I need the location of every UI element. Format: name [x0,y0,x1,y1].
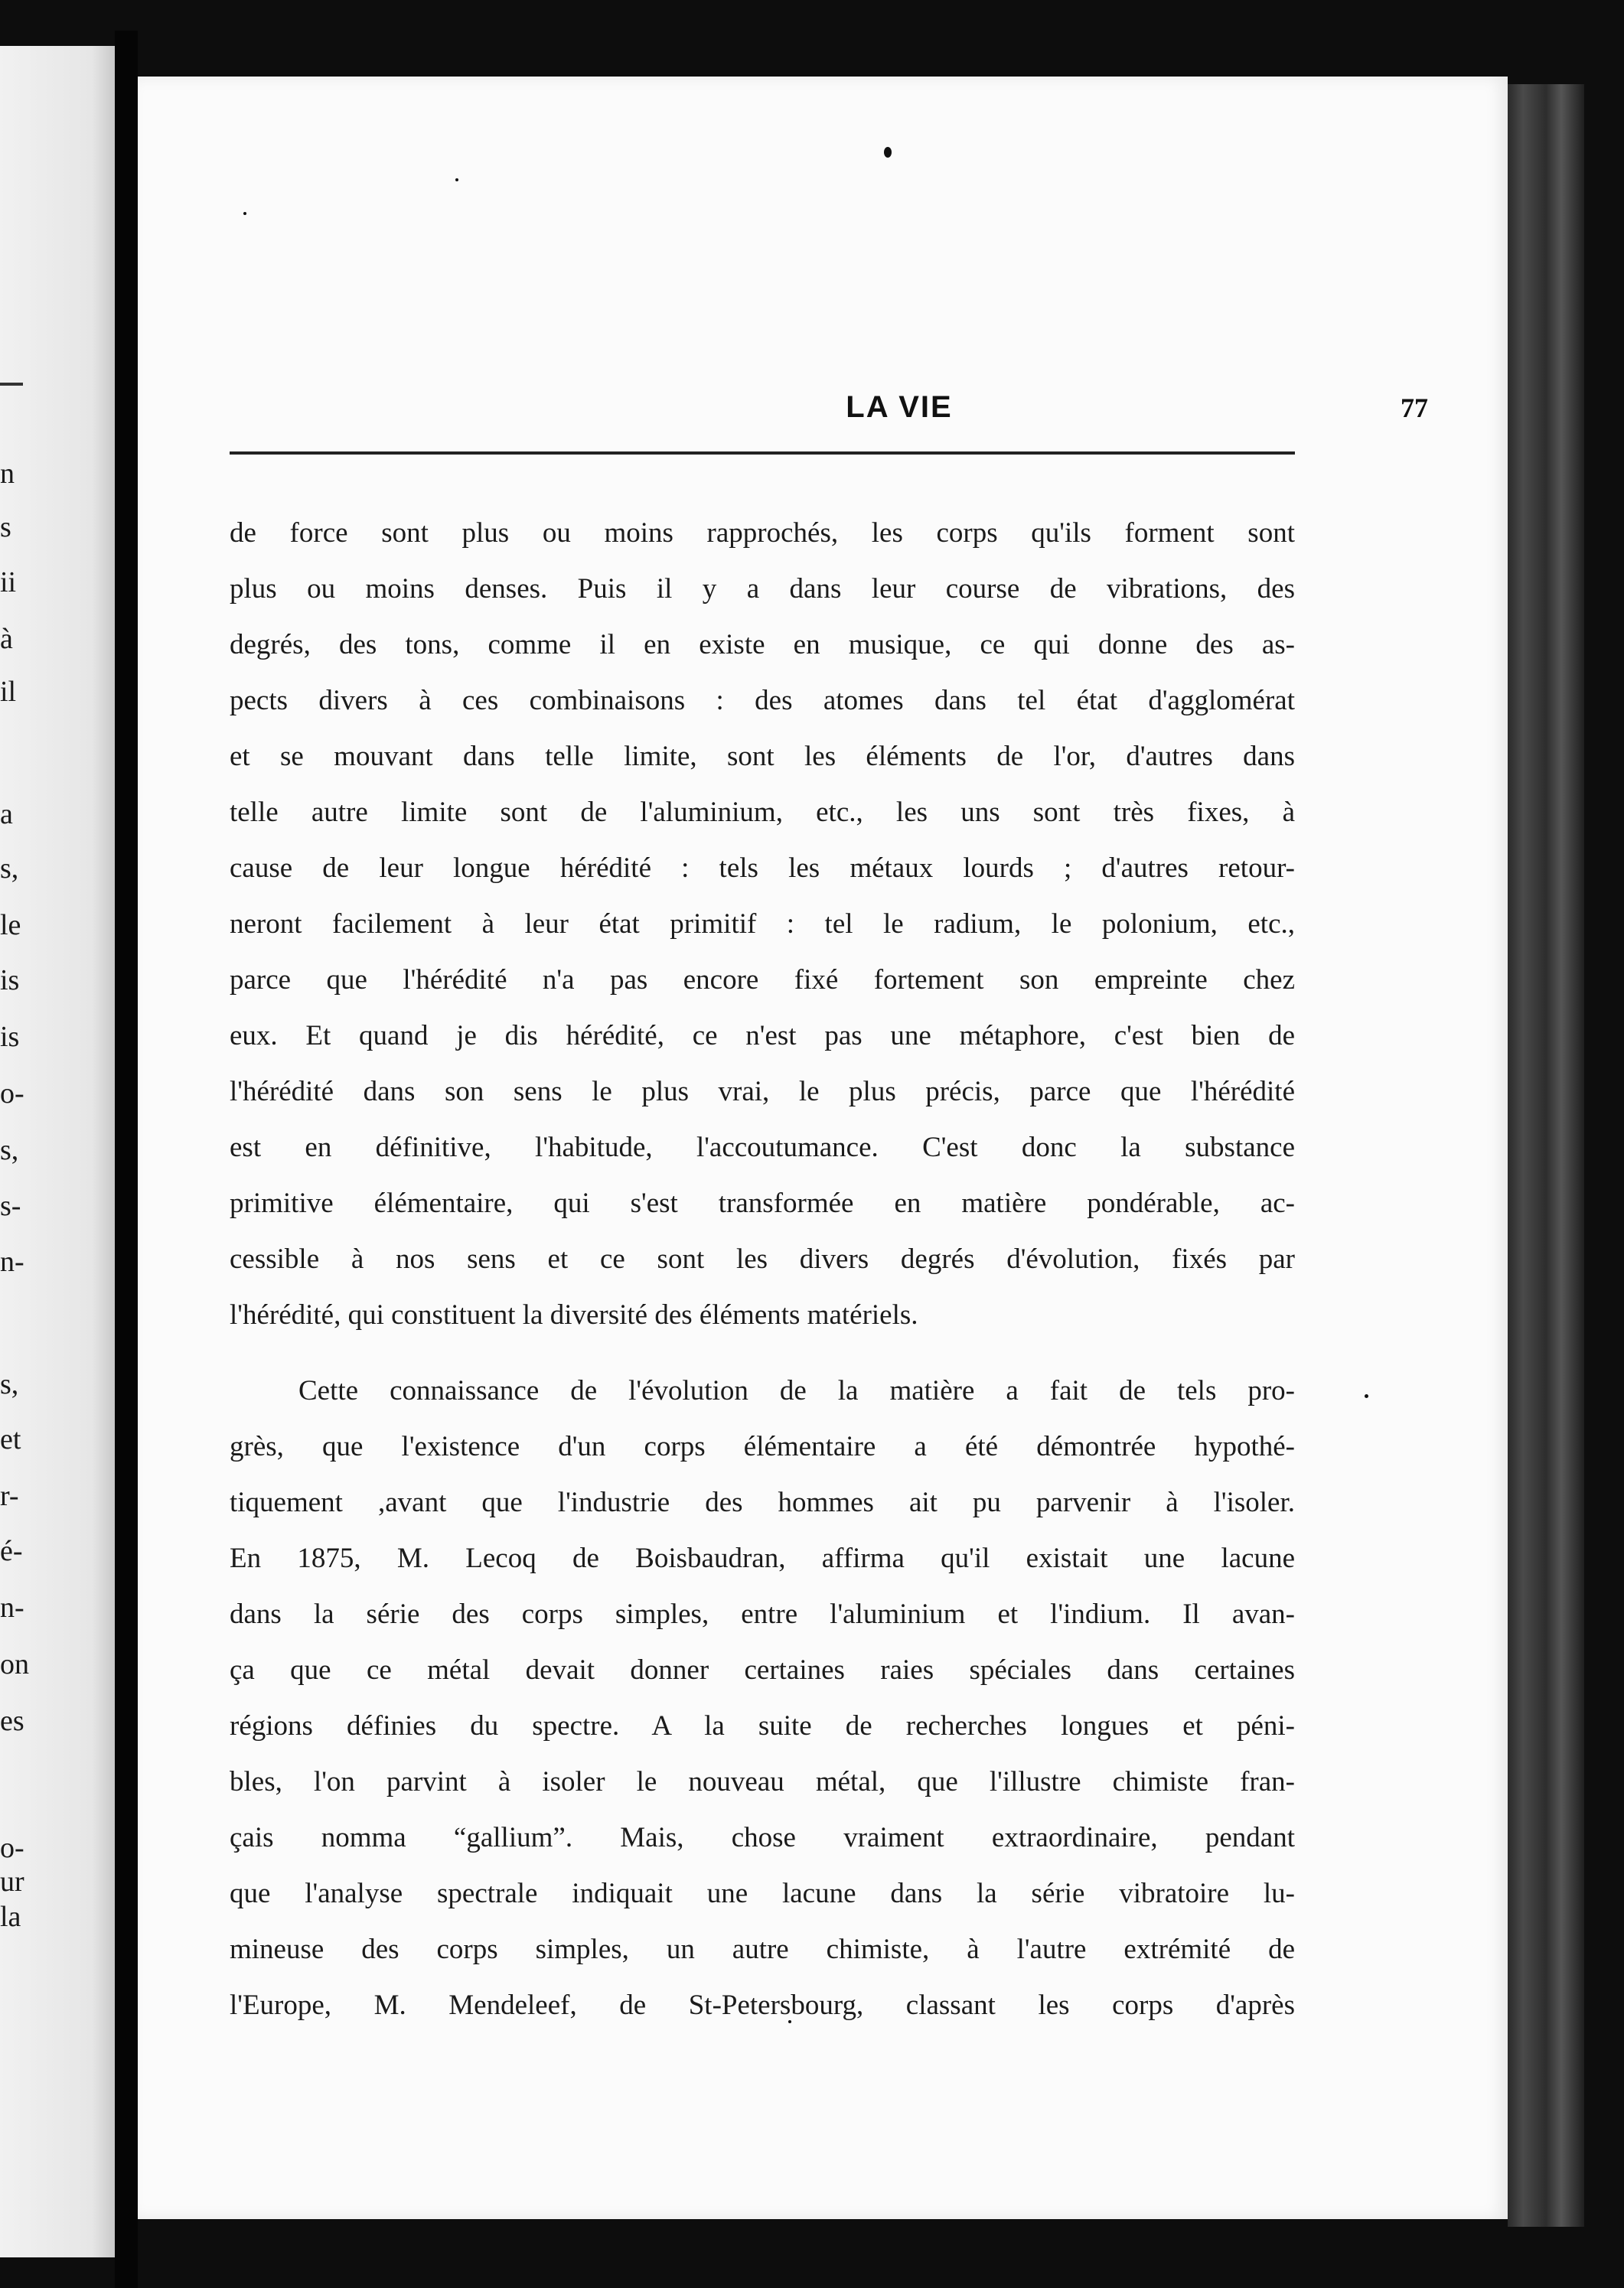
paragraph [230,505,1295,1343]
running-head [138,390,1508,425]
facing-page-fragment: n [0,458,15,490]
facing-page-fragment: r- [0,1480,19,1512]
facing-page-fragment: ur [0,1866,24,1898]
text-line: régions définies du spectre. A la suite de recherches longues et péni- [230,1710,1295,1742]
facing-page-fragment: ii [0,566,17,598]
facing-page-fragment: es [0,1705,24,1737]
text-line: l'hérédité dans son sens le plus vrai, le plus précis, parce que l'hérédité [230,1076,1295,1107]
text-line: bles, l'on parvint à isoler le nouveau métal, que l'illustre chimiste fran- [230,1766,1295,1797]
text-line: parce que l'hérédité n'a pas encore fixé fortement son empreinte chez [230,964,1295,996]
text-line: l'hérédité, qui constituent la diversité des éléments matériels. [230,1299,918,1331]
text-line: et se mouvant dans telle limite, sont les éléments de l'or, d'autres dans [230,741,1295,772]
text-line: En 1875, M. Lecoq de Boisbaudran, affirma qu'il existait une lacune [230,1543,1295,1574]
text-line: tiquement ,avant que l'industrie des hommes ait pu parvenir à l'isoler. [230,1487,1295,1518]
text-line: cause de leur longue hérédité : tels les métaux lourds ; d'autres retour- [230,852,1295,884]
book-page [138,77,1508,2219]
text-line: telle autre limite sont de l'aluminium, etc., les uns sont très fixes, à [230,797,1295,828]
facing-page-fragment: le [0,909,21,941]
text-line: dans la série des corps simples, entre l'aluminium et l'indium. Il avan- [230,1599,1295,1630]
facing-page-fragment: à [0,623,13,655]
text-line: plus ou moins denses. Puis il y a dans leur course de vibrations, des [230,573,1295,605]
text-line: çais nomma “gallium”. Mais, chose vraiment extraordinaire, pendant [230,1822,1295,1853]
text-line: primitive élémentaire, qui s'est transformée en matière pondérable, ac- [230,1188,1295,1219]
text-line: que l'analyse spectrale indiquait une lacune dans la série vibratoire lu- [230,1878,1295,1909]
text-line: l'Europe, M. Mendeleef, de St-Petersbourg, classant les corps d'après [230,1990,1295,2021]
facing-page-left [0,46,115,2257]
facing-page-fragment: s- [0,1190,21,1222]
text-line: eux. Et quand je dis hérédité, ce n'est pas une métaphore, c'est bien de [230,1020,1295,1051]
text-line: est en définitive, l'habitude, l'accoutumance. C'est donc la substance [230,1132,1295,1163]
facing-page-fragment: s, [0,1368,19,1400]
scan-speck [455,178,458,181]
facing-page-fragment: o- [0,1832,24,1864]
text-line: grès, que l'existence d'un corps élémentaire a été démontrée hypothé- [230,1431,1295,1462]
text-line: cessible à nos sens et ce sont les divers degrés d'évolution, fixés par [230,1243,1295,1275]
running-head-title: LA VIE [846,390,953,424]
text-line: mineuse des corps simples, un autre chimiste, à l'autre extrémité de [230,1934,1295,1965]
header-rule [230,451,1295,455]
facing-page-fragment: é- [0,1535,23,1567]
facing-page-fragment: a [0,798,13,830]
facing-page-fragment: s, [0,1134,19,1166]
paragraph [230,1363,1295,2033]
facing-page-rule [0,383,23,386]
facing-page-fragment: il [0,676,17,708]
facing-page-fragment: n- [0,1246,24,1278]
facing-page-fragment: n- [0,1592,24,1624]
facing-page-fragment: is [0,964,20,996]
book-gutter [115,31,138,2288]
facing-page-fragment: is [0,1021,20,1053]
facing-page-fragment: s [0,511,11,543]
text-line: neront facilement à leur état primitif : tel le radium, le polonium, etc., [230,908,1295,940]
scan-speck [243,212,246,215]
body-text [230,505,1295,2033]
facing-page-fragment: s, [0,852,19,885]
text-line: ça que ce métal devait donner certaines raies spéciales dans certaines [230,1654,1295,1686]
text-line: degrés, des tons, comme il en existe en musique, ce qui donne des as- [230,629,1295,660]
facing-page-fragment: et [0,1423,21,1455]
page-number: 77 [1401,393,1428,423]
text-line: Cette connaissance de l'évolution de la matière a fait de tels pro- [298,1375,1295,1406]
facing-page-fragment: o- [0,1077,24,1110]
facing-page-fragment: on [0,1648,29,1680]
scan-speck [884,147,892,158]
text-line: pects divers à ces combinaisons : des atomes dans tel état d'agglomérat [230,685,1295,716]
facing-page-fragment: la [0,1901,21,1933]
scan-speck [1365,1394,1368,1398]
page-edge-stack [1508,84,1584,2227]
text-line: de force sont plus ou moins rapprochés, les corps qu'ils forment sont [230,517,1295,549]
